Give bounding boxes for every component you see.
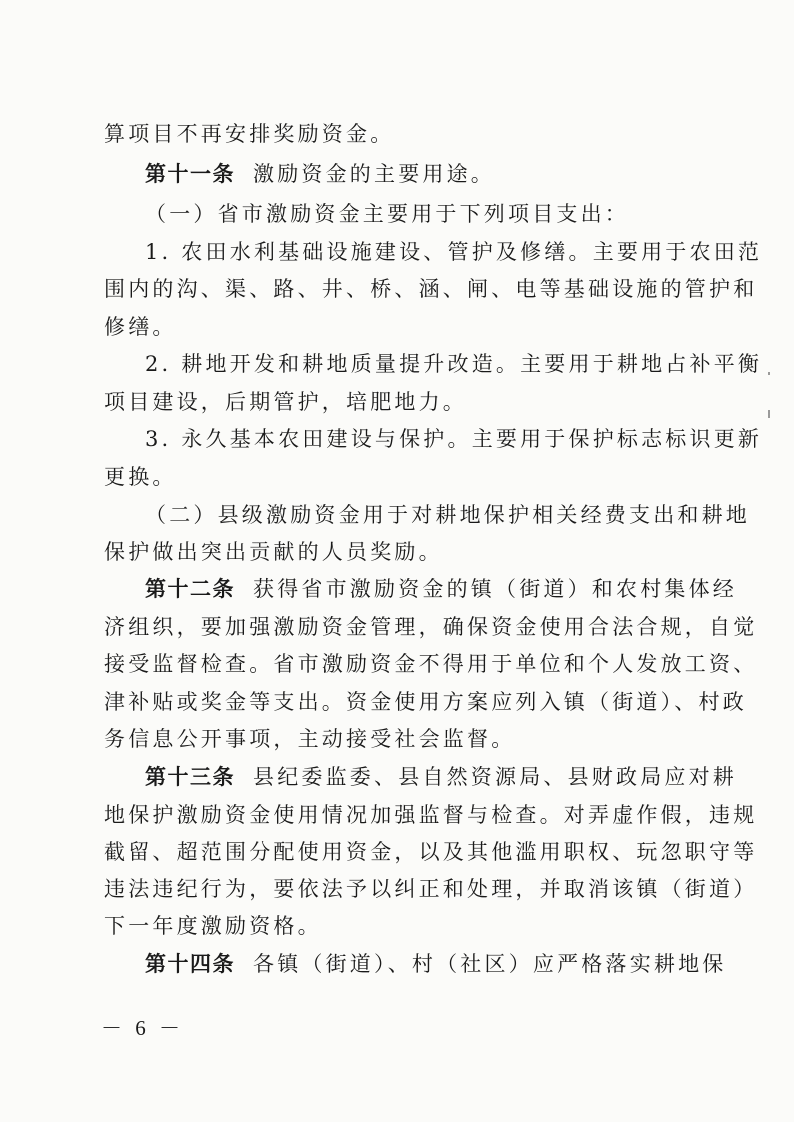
article-11-line: 第十一条 激励资金的主要用途。 bbox=[145, 162, 495, 186]
paragraph-line: 1. 农田水利基础设施建设、管护及修缮。主要用于农田范 bbox=[145, 240, 763, 264]
scan-mark bbox=[768, 410, 770, 418]
paragraph-line: 济组织，要加强激励资金管理，确保资金使用合法合规，自觉 bbox=[104, 615, 758, 639]
paragraph-line: 违法违纪行为，要依法予以纠正和处理，并取消该镇（街道） bbox=[104, 877, 758, 901]
article-14-line: 第十四条 各镇（街道）、村（社区）应严格落实耕地保 bbox=[145, 952, 727, 976]
paragraph-line: （二）县级激励资金用于对耕地保护相关经费支出和耕地 bbox=[145, 503, 750, 527]
paragraph-line: 地保护激励资金使用情况加强监督与检查。对弄虚作假，违规 bbox=[104, 803, 758, 827]
paragraph-line: 下一年度激励资格。 bbox=[104, 914, 322, 938]
paragraph-line: 津补贴或奖金等支出。资金使用方案应列入镇（街道）、村政 bbox=[104, 690, 747, 714]
article-heading: 第十一条 bbox=[145, 162, 235, 186]
paragraph-line: 接受监督检查。省市激励资金不得用于单位和个人发放工资、 bbox=[104, 652, 758, 676]
paragraph-line: 保护做出突出贡献的人员奖励。 bbox=[104, 540, 443, 564]
article-12-line: 第十二条 获得省市激励资金的镇（街道）和农村集体经 bbox=[145, 577, 737, 601]
paragraph-line: 3. 永久基本农田建设与保护。主要用于保护标志标识更新 bbox=[145, 427, 763, 451]
article-heading: 第十四条 bbox=[145, 952, 235, 976]
page-number: － 6 － bbox=[101, 1016, 184, 1040]
scan-mark bbox=[768, 372, 770, 375]
paragraph-line: 2. 耕地开发和耕地质量提升改造。主要用于耕地占补平衡 bbox=[145, 352, 763, 376]
paragraph-line: 更换。 bbox=[104, 465, 177, 489]
paragraph-line: 务信息公开事项，主动接受社会监督。 bbox=[104, 727, 516, 751]
article-13-line: 第十三条 县纪委监委、县自然资源局、县财政局应对耕 bbox=[145, 765, 737, 789]
paragraph-line: 截留、超范围分配使用资金，以及其他滥用职权、玩忽职守等 bbox=[104, 840, 758, 864]
paragraph-line: 围内的沟、渠、路、井、桥、涵、闸、电等基础设施的管护和 bbox=[104, 277, 758, 301]
paragraph-line: 算项目不再安排奖励资金。 bbox=[104, 122, 395, 146]
article-heading: 第十二条 bbox=[145, 577, 235, 601]
paragraph-line: 项目建设，后期管护，培肥地力。 bbox=[104, 390, 467, 414]
paragraph-line: （一）省市激励资金主要用于下列项目支出： bbox=[145, 202, 629, 226]
article-heading: 第十三条 bbox=[145, 765, 235, 789]
paragraph-line: 修缮。 bbox=[104, 315, 177, 339]
